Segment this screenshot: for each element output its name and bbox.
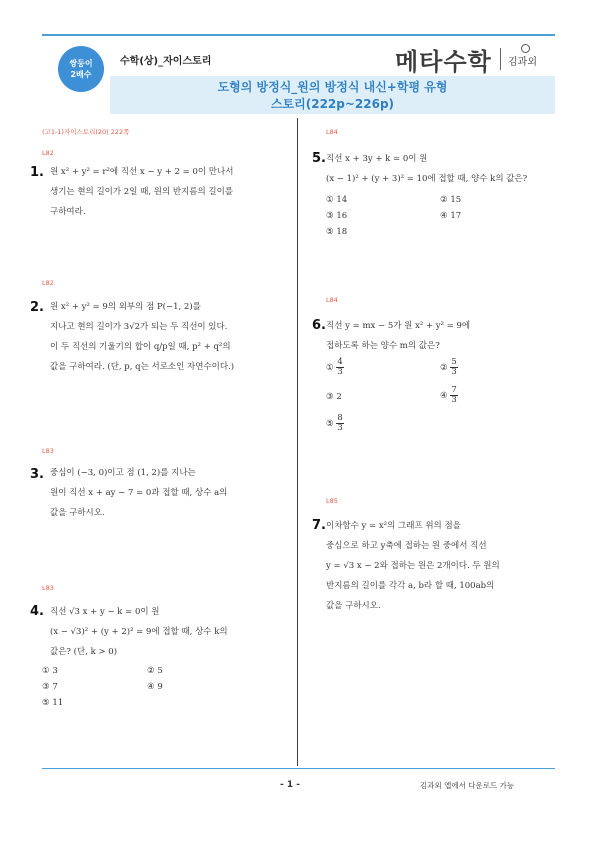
page-title-pages: 스토리(222p~226p) [270, 97, 395, 111]
option-5[interactable]: ⑤ 11 [42, 698, 64, 708]
fraction-denominator: 3 [337, 367, 343, 377]
question-number: 5. [312, 151, 326, 166]
question-line: 값을 구하시오. [50, 508, 105, 518]
option-fraction [336, 358, 343, 377]
option-fraction [336, 414, 343, 433]
question-line: 접하도록 하는 양수 m의 값은? [326, 341, 440, 351]
question-line: 구하여라. [50, 207, 86, 217]
level-label: L82 [42, 149, 54, 157]
option-2[interactable] [440, 358, 458, 377]
level-label: L83 [42, 584, 54, 592]
fraction-numerator: 7 [451, 385, 457, 395]
question-line: 원이 직선 x + ay − 7 = 0과 접할 때, 상수 a의 [50, 488, 228, 498]
question-line: 중심으로 하고 y축에 접하는 원 중에서 직선 [326, 541, 487, 551]
option-5[interactable]: ⑤ 18 [326, 227, 348, 237]
column-divider [297, 118, 298, 766]
option-1[interactable]: ① 14 [326, 195, 348, 205]
download-note: 김과외 앱에서 다운로드 가능 [420, 781, 515, 790]
question-number: 1. [30, 165, 44, 180]
option-3[interactable]: ③ 16 [326, 211, 348, 221]
question-number: 6. [312, 318, 326, 333]
question-line: 반지름의 길이를 각각 a, b라 할 때, 100ab의 [326, 581, 495, 591]
twin-badge [58, 46, 104, 92]
question-line: 이차함수 y = x²의 그래프 위의 점을 [326, 521, 461, 531]
brand-sub-logo: 김과외 [508, 57, 537, 68]
option-3[interactable] [326, 392, 342, 402]
fraction-denominator: 3 [337, 423, 343, 433]
fraction-denominator: 3 [451, 367, 457, 377]
option-mark: ③ [326, 392, 334, 402]
badge-line1: 쌍둥이 [69, 59, 93, 68]
question-line: y = √3 x − 2와 접하는 원은 2개이다. 두 원의 [326, 561, 500, 571]
question-line: (x − 1)² + (y + 3)² = 10에 접할 때, 양수 k의 값은? [326, 174, 528, 184]
question-line: 값은? (단, k > 0) [50, 647, 118, 657]
badge-line2: 2배수 [70, 70, 92, 79]
option-value: 2 [336, 392, 342, 402]
question-1-text [50, 162, 288, 222]
question-line: 생기는 현의 길이가 2일 때, 원의 반지름의 길이를 [50, 187, 234, 197]
question-5-text [326, 149, 556, 189]
option-mark: ④ [440, 391, 448, 401]
source-note: (고1-1)자이스토리(20) 222쪽 [42, 128, 130, 136]
question-line: 이 두 직선의 기울기의 합이 q/p일 때, p² + q²의 [50, 342, 231, 352]
question-line: 직선 x + 3y + k = 0이 원 [326, 154, 428, 164]
subject-label: 수학(상)_자이스토리 [120, 56, 212, 67]
question-line: 원 x² + y² = r²에 직선 x − y + 2 = 0이 만나서 [50, 167, 234, 177]
option-mark: ② [440, 363, 448, 373]
option-mark: ⑤ [326, 419, 334, 429]
option-2[interactable]: ② 15 [440, 195, 462, 205]
question-number: 7. [312, 518, 326, 533]
question-6-text [326, 316, 556, 356]
fraction-numerator: 4 [337, 357, 343, 367]
question-line: 직선 y = mx − 5가 원 x² + y² = 9에 [326, 321, 471, 331]
logo-divider [500, 48, 501, 70]
question-4-text [50, 602, 288, 662]
level-label: L84 [326, 128, 338, 136]
question-line: 원 x² + y² = 9의 외부의 점 P(−1, 2)를 [50, 302, 201, 312]
option-1[interactable] [326, 358, 344, 377]
question-number: 4. [30, 604, 44, 619]
question-line: (x − √3)² + (y + 2)² = 9에 접할 때, 상수 k의 [50, 627, 228, 637]
level-label: L82 [42, 279, 54, 287]
option-mark: ① [326, 363, 334, 373]
question-line: 직선 √3 x + y − k = 0이 원 [50, 607, 160, 617]
question-2-text [50, 297, 290, 377]
question-number: 3. [30, 467, 44, 482]
level-label: L85 [326, 497, 338, 505]
option-4[interactable]: ④ 9 [147, 682, 163, 692]
option-5[interactable] [326, 414, 344, 433]
header-top-rule [42, 34, 555, 36]
option-fraction [450, 386, 457, 405]
fraction-numerator: 5 [451, 357, 457, 367]
question-3-text [50, 463, 288, 523]
option-fraction [450, 358, 457, 377]
question-number: 2. [30, 300, 44, 315]
option-1[interactable]: ① 3 [42, 666, 58, 676]
footer-rule [42, 768, 555, 769]
option-2[interactable]: ② 5 [147, 666, 163, 676]
brand-logo: 메타수학 [395, 48, 492, 76]
option-4[interactable] [440, 386, 458, 405]
page-number: - 1 - [280, 780, 300, 790]
logo-ring-icon [521, 44, 530, 53]
level-label: L84 [326, 296, 338, 304]
page-title: 도형의 방정식_원의 방정식 내신+학평 유형 [217, 80, 448, 94]
level-label: L83 [42, 447, 54, 455]
option-3[interactable]: ③ 7 [42, 682, 58, 692]
question-line: 값을 구하시오. [326, 601, 381, 611]
question-line: 지나고 현의 길이가 3√2가 되는 두 직선이 있다. [50, 322, 228, 332]
question-line: 값을 구하여라. (단, p, q는 서로소인 자연수이다.) [50, 362, 235, 372]
option-4[interactable]: ④ 17 [440, 211, 462, 221]
fraction-numerator: 8 [337, 413, 343, 423]
question-line: 중심이 (−3, 0)이고 점 (1, 2)를 지나는 [50, 468, 196, 478]
fraction-denominator: 3 [451, 395, 457, 405]
question-7-text [326, 516, 558, 616]
